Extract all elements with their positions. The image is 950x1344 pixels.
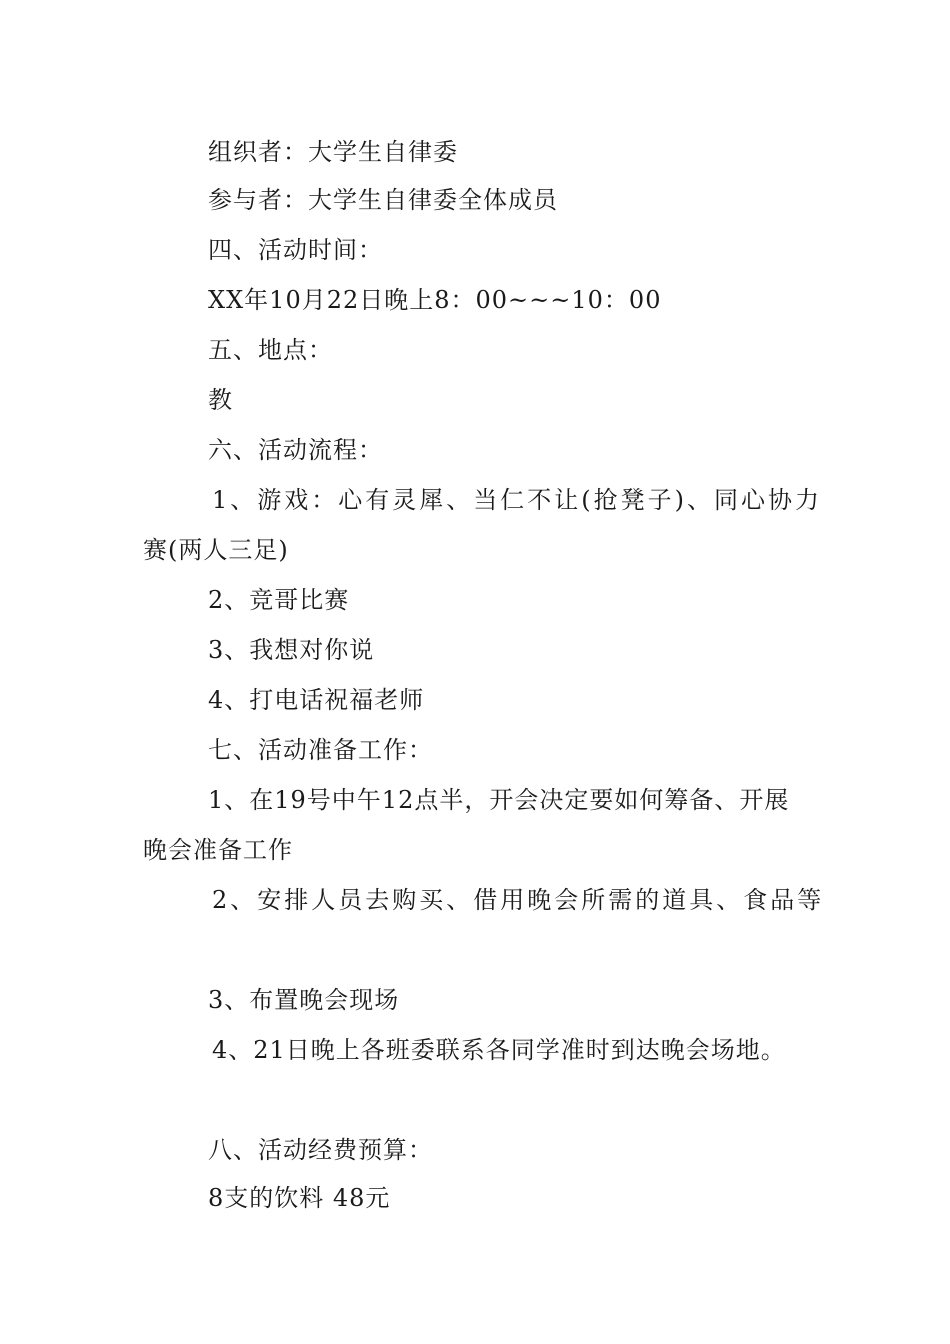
process-item-2: 2、竞哥比赛 xyxy=(208,586,350,614)
preparation-item-2: 2、安排人员去购买、借用晚会所需的道具、食品等 xyxy=(212,886,825,914)
section-heading-preparation: 七、活动准备工作： xyxy=(208,736,433,764)
organizer-line: 组织者：大学生自律委 xyxy=(208,138,458,166)
budget-item-drinks: 8支的饮料 48元 xyxy=(208,1184,391,1212)
section-heading-time: 四、活动时间： xyxy=(208,236,383,264)
location-line: 教 xyxy=(208,386,233,414)
process-item-3: 3、我想对你说 xyxy=(208,636,375,664)
preparation-item-3: 3、布置晚会现场 xyxy=(208,986,400,1014)
event-time-line: XX年10月22日晚上8：00~~~10：00 xyxy=(208,286,662,314)
preparation-item-4: 4、21日晚上各班委联系各同学准时到达晚会场地。 xyxy=(212,1036,786,1064)
preparation-item-1: 1、在19号中午12点半，开会决定要如何筹备、开展 xyxy=(208,786,790,814)
process-item-1-continued: 赛(两人三足) xyxy=(143,536,289,564)
section-heading-location: 五、地点： xyxy=(208,336,333,364)
process-item-1: 1、游戏：心有灵犀、当仁不让(抢凳子)、同心协力 xyxy=(212,486,822,514)
section-heading-process: 六、活动流程： xyxy=(208,436,383,464)
section-heading-budget: 八、活动经费预算： xyxy=(208,1136,433,1164)
participants-line: 参与者：大学生自律委全体成员 xyxy=(208,186,558,214)
preparation-item-1-continued: 晚会准备工作 xyxy=(143,836,293,864)
process-item-4: 4、打电话祝福老师 xyxy=(208,686,425,714)
